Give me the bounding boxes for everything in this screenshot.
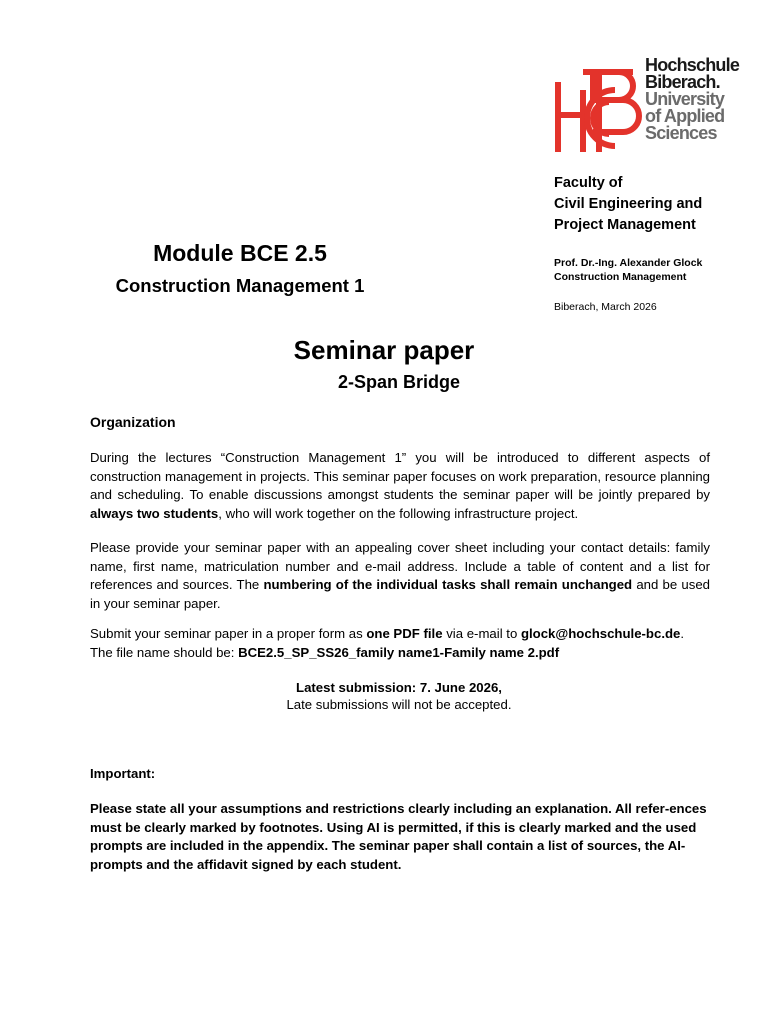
logo-line-2: Biberach. <box>645 72 720 92</box>
important-text: Please state all your assumptions and restrictions clearly including an explanation. All refer-ences must be clearly marked by footnotes. Using AI is permitted, if this is clearly marked and the used prompts are included in the appendix. The seminar paper shall contain a list of sources, the AI-prompts and the affidavit signed by each student. <box>90 801 707 872</box>
date-line: Biberach, March 2026 <box>554 301 657 313</box>
professor-name: Prof. Dr.-Ing. Alexander Glock <box>554 257 703 269</box>
logo-wordmark <box>645 57 765 142</box>
p2-text-bold: numbering of the individual tasks shall remain unchanged <box>263 577 633 592</box>
p3-text-f: The file name should be: <box>90 644 239 660</box>
faculty-block <box>554 173 702 236</box>
logo-line-1: Hochschule <box>645 55 740 75</box>
p1-text-bold: always two students <box>90 505 219 521</box>
p2-text-a: Please provide your seminar paper with an appealing cover sheet including your contact details: family name, first name, matriculation number and e-mail address. Include a table of content and a list for references and sources. The <box>90 540 710 592</box>
page-subtitle: 2-Span Bridge <box>337 372 461 392</box>
faculty-line-2: Civil Engineering and <box>554 196 703 212</box>
faculty-line-1: Faculty of <box>554 175 623 191</box>
organization-paragraph-2 <box>90 539 710 613</box>
p1-text-a: During the lectures “Construction Management 1” you will be introduced to different aspects of construction management in projects. This seminar paper focuses on work preparation, resource planning and scheduling. To enable discussions amongst students the seminar paper will be jointly prepared by <box>90 450 710 502</box>
faculty-line-3: Project Management <box>554 217 696 233</box>
p3-text-c: via e-mail to <box>442 626 521 641</box>
submission-deadline: Latest submission: 7. June 2026, <box>296 680 502 695</box>
p2-text-c: and be used in your seminar paper. <box>90 577 710 611</box>
module-subtitle: Construction Management 1 <box>115 275 365 296</box>
p3-text-e: . <box>680 626 685 641</box>
organization-heading: Organization <box>90 414 176 430</box>
logo-line-5: Sciences <box>645 123 717 143</box>
p3-text-a: Submit your seminar paper in a proper form as <box>90 626 367 641</box>
logo-line-3: University <box>645 89 725 109</box>
submission-note: Late submissions will not be accepted. <box>286 697 512 712</box>
page-title: Seminar paper <box>293 335 475 365</box>
module-title: Module BCE 2.5 <box>153 240 327 266</box>
p1-text-c: , who will work together on the following infrastructure project. <box>218 505 579 521</box>
logo-line-4: of Applied <box>645 106 725 126</box>
file-name: BCE2.5_SP_SS26_family name1-Family name 2.pdf <box>238 644 560 660</box>
p3-text-pdf: one PDF file <box>366 626 443 641</box>
professor-department: Construction Management <box>554 271 687 283</box>
important-heading: Important: <box>90 766 156 781</box>
professor-block <box>554 256 702 284</box>
email-link[interactable]: glock@hochschule-bc.de <box>520 626 681 641</box>
organization-paragraph-1 <box>90 449 710 523</box>
organization-paragraph-3 <box>90 625 710 662</box>
